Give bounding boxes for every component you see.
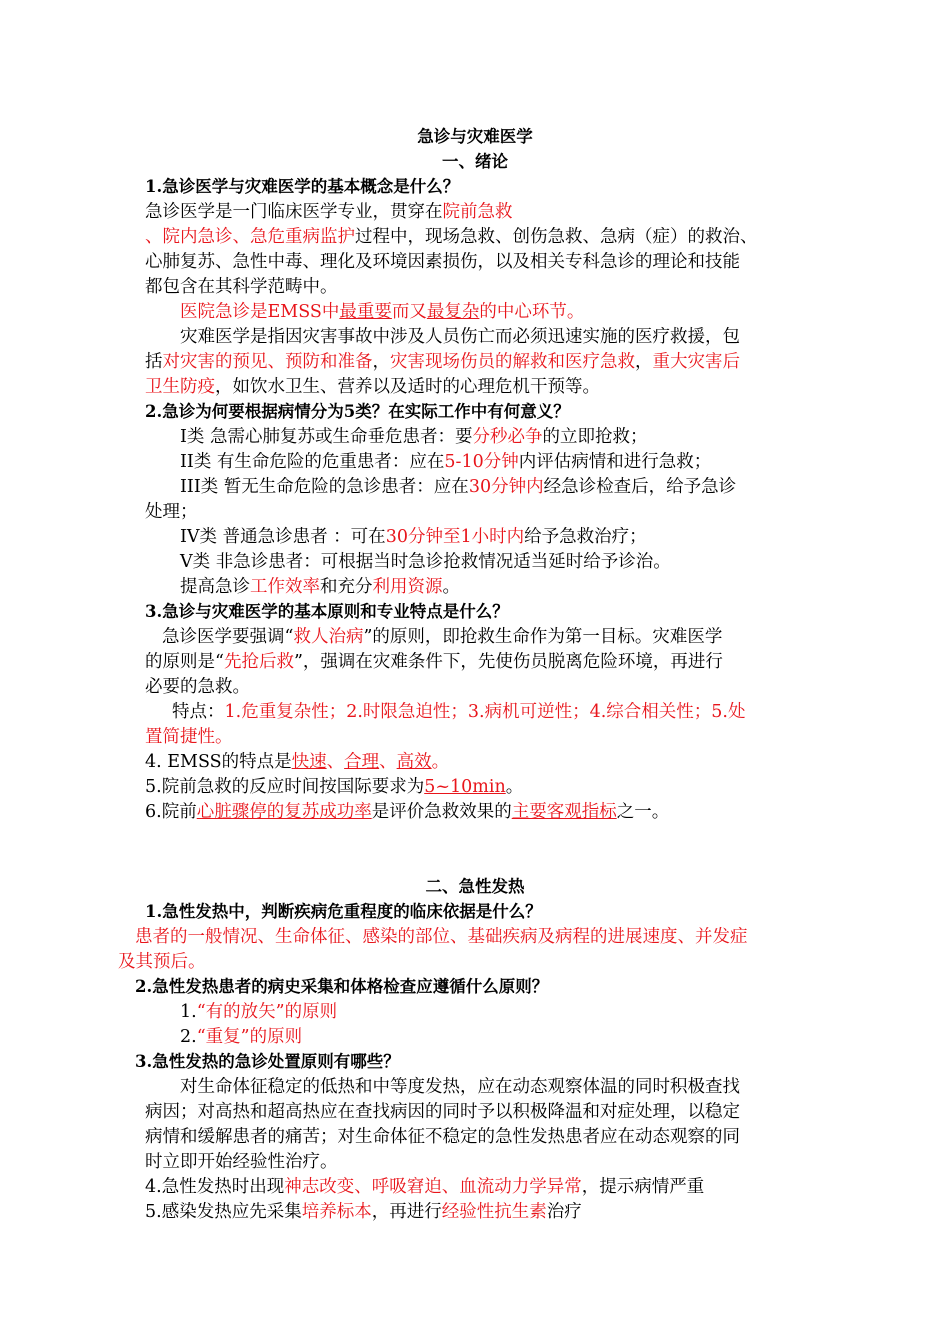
answer-line: 及其预后。 [118, 952, 206, 972]
features-line-cont: 置简捷性。 [145, 727, 233, 747]
principle-item-2: 2.“重复”的原则 [180, 1027, 303, 1047]
category-line-5: V类 非急诊患者：可根据当时急诊抢救情况适当延时给予诊治。 [180, 552, 671, 572]
significance-line: 提高急诊工作效率和充分利用资源。 [180, 577, 460, 597]
paragraph-line: 时立即开始经验性治疗。 [145, 1152, 338, 1172]
question-2-1: 1.急性发热中，判断疾病危重程度的临床依据是什么？ [145, 902, 542, 921]
paragraph-line: 急诊医学是一门临床医学专业，贯穿在院前急救 [145, 202, 513, 222]
section-heading-introduction: 一、绪论 [442, 152, 508, 171]
question-2-2: 2.急性发热患者的病史采集和体格检查应遵循什么原则？ [135, 977, 549, 996]
paragraph-line: 医院急诊是EMSS中最重要而又最复杂的中心环节。 [180, 302, 585, 322]
principle-item-1: 1.“有的放矢”的原则 [180, 1002, 338, 1022]
point-4: 4. EMSS的特点是快速、合理、高效。 [145, 752, 450, 772]
question-1-1: 1.急诊医学与灾难医学的基本概念是什么？ [145, 177, 460, 196]
paragraph-line: 对生命体征稳定的低热和中等度发热，应在动态观察体温的同时积极查找 [180, 1077, 740, 1097]
paragraph-line: 卫生防疫，如饮水卫生、营养以及适时的心理危机干预等。 [145, 377, 600, 397]
paragraph-line: 灾难医学是指因灾害事故中涉及人员伤亡而必须迅速实施的医疗救援，包 [180, 327, 740, 347]
question-1-3: 3.急诊与灾难医学的基本原则和专业特点是什么？ [145, 602, 509, 621]
question-2-3: 3.急性发热的急诊处置原则有哪些？ [135, 1052, 400, 1071]
point-2-5: 5.感染发热应先采集培养标本，再进行经验性抗生素治疗 [145, 1202, 582, 1222]
section-heading-acute-fever: 二、急性发热 [425, 877, 525, 896]
point-2-4: 4.急性发热时出现神志改变、呼吸窘迫、血流动力学异常，提示病情严重 [145, 1177, 705, 1197]
paragraph-line: 心肺复苏、急性中毒、理化及环境因素损伤，以及相关专科急诊的理论和技能 [145, 252, 740, 272]
paragraph-line: 病因；对高热和超高热应在查找病因的同时予以积极降温和对症处理，以稳定 [145, 1102, 740, 1122]
paragraph-line: 急诊医学要强调“救人治病”的原则，即抢救生命作为第一目标。灾难医学 [162, 627, 723, 647]
document-title: 急诊与灾难医学 [417, 127, 533, 146]
category-line-3: III类 暂无生命危险的急诊患者：应在30分钟内经急诊检查后，给予急诊 [180, 477, 737, 497]
category-line-4: IV类 普通急诊患者 ：可在30分钟至1小时内给予急救治疗； [180, 527, 647, 547]
category-line-2: II类 有生命危险的危重患者：应在5-10分钟内评估病情和进行急救； [180, 452, 712, 472]
point-6: 6.院前心脏骤停的复苏成功率是评价急救效果的主要客观指标之一。 [145, 802, 670, 822]
features-line: 特点：1.危重复杂性；2.时限急迫性；3.病机可逆性；4.综合相关性；5.处 [172, 702, 746, 722]
paragraph-line: 的原则是“先抢后救”，强调在灾难条件下，先使伤员脱离危险环境，再进行 [145, 652, 723, 672]
point-5: 5.院前急救的反应时间按国际要求为5~10min。 [145, 777, 524, 797]
category-line-3-cont: 处理； [145, 502, 198, 522]
answer-line: 患者的一般情况、生命体征、感染的部位、基础疾病及病程的进展速度、并发症 [135, 927, 748, 947]
paragraph-line: 必要的急救。 [145, 677, 250, 697]
paragraph-line: 病情和缓解患者的痛苦；对生命体征不稳定的急性发热患者应在动态观察的同 [145, 1127, 740, 1147]
paragraph-line: 、院内急诊、急危重病监护过程中，现场急救、创伤急救、急病（症）的救治、 [145, 227, 758, 247]
paragraph-line: 都包含在其科学范畴中。 [145, 277, 338, 297]
question-1-2: 2.急诊为何要根据病情分为5类？在实际工作中有何意义？ [145, 402, 570, 421]
paragraph-line: 括对灾害的预见、预防和准备，灾害现场伤员的解救和医疗急救，重大灾害后 [145, 352, 740, 372]
category-line-1: I类 急需心肺复苏或生命垂危患者：要分秒必争的立即抢救； [180, 427, 648, 447]
